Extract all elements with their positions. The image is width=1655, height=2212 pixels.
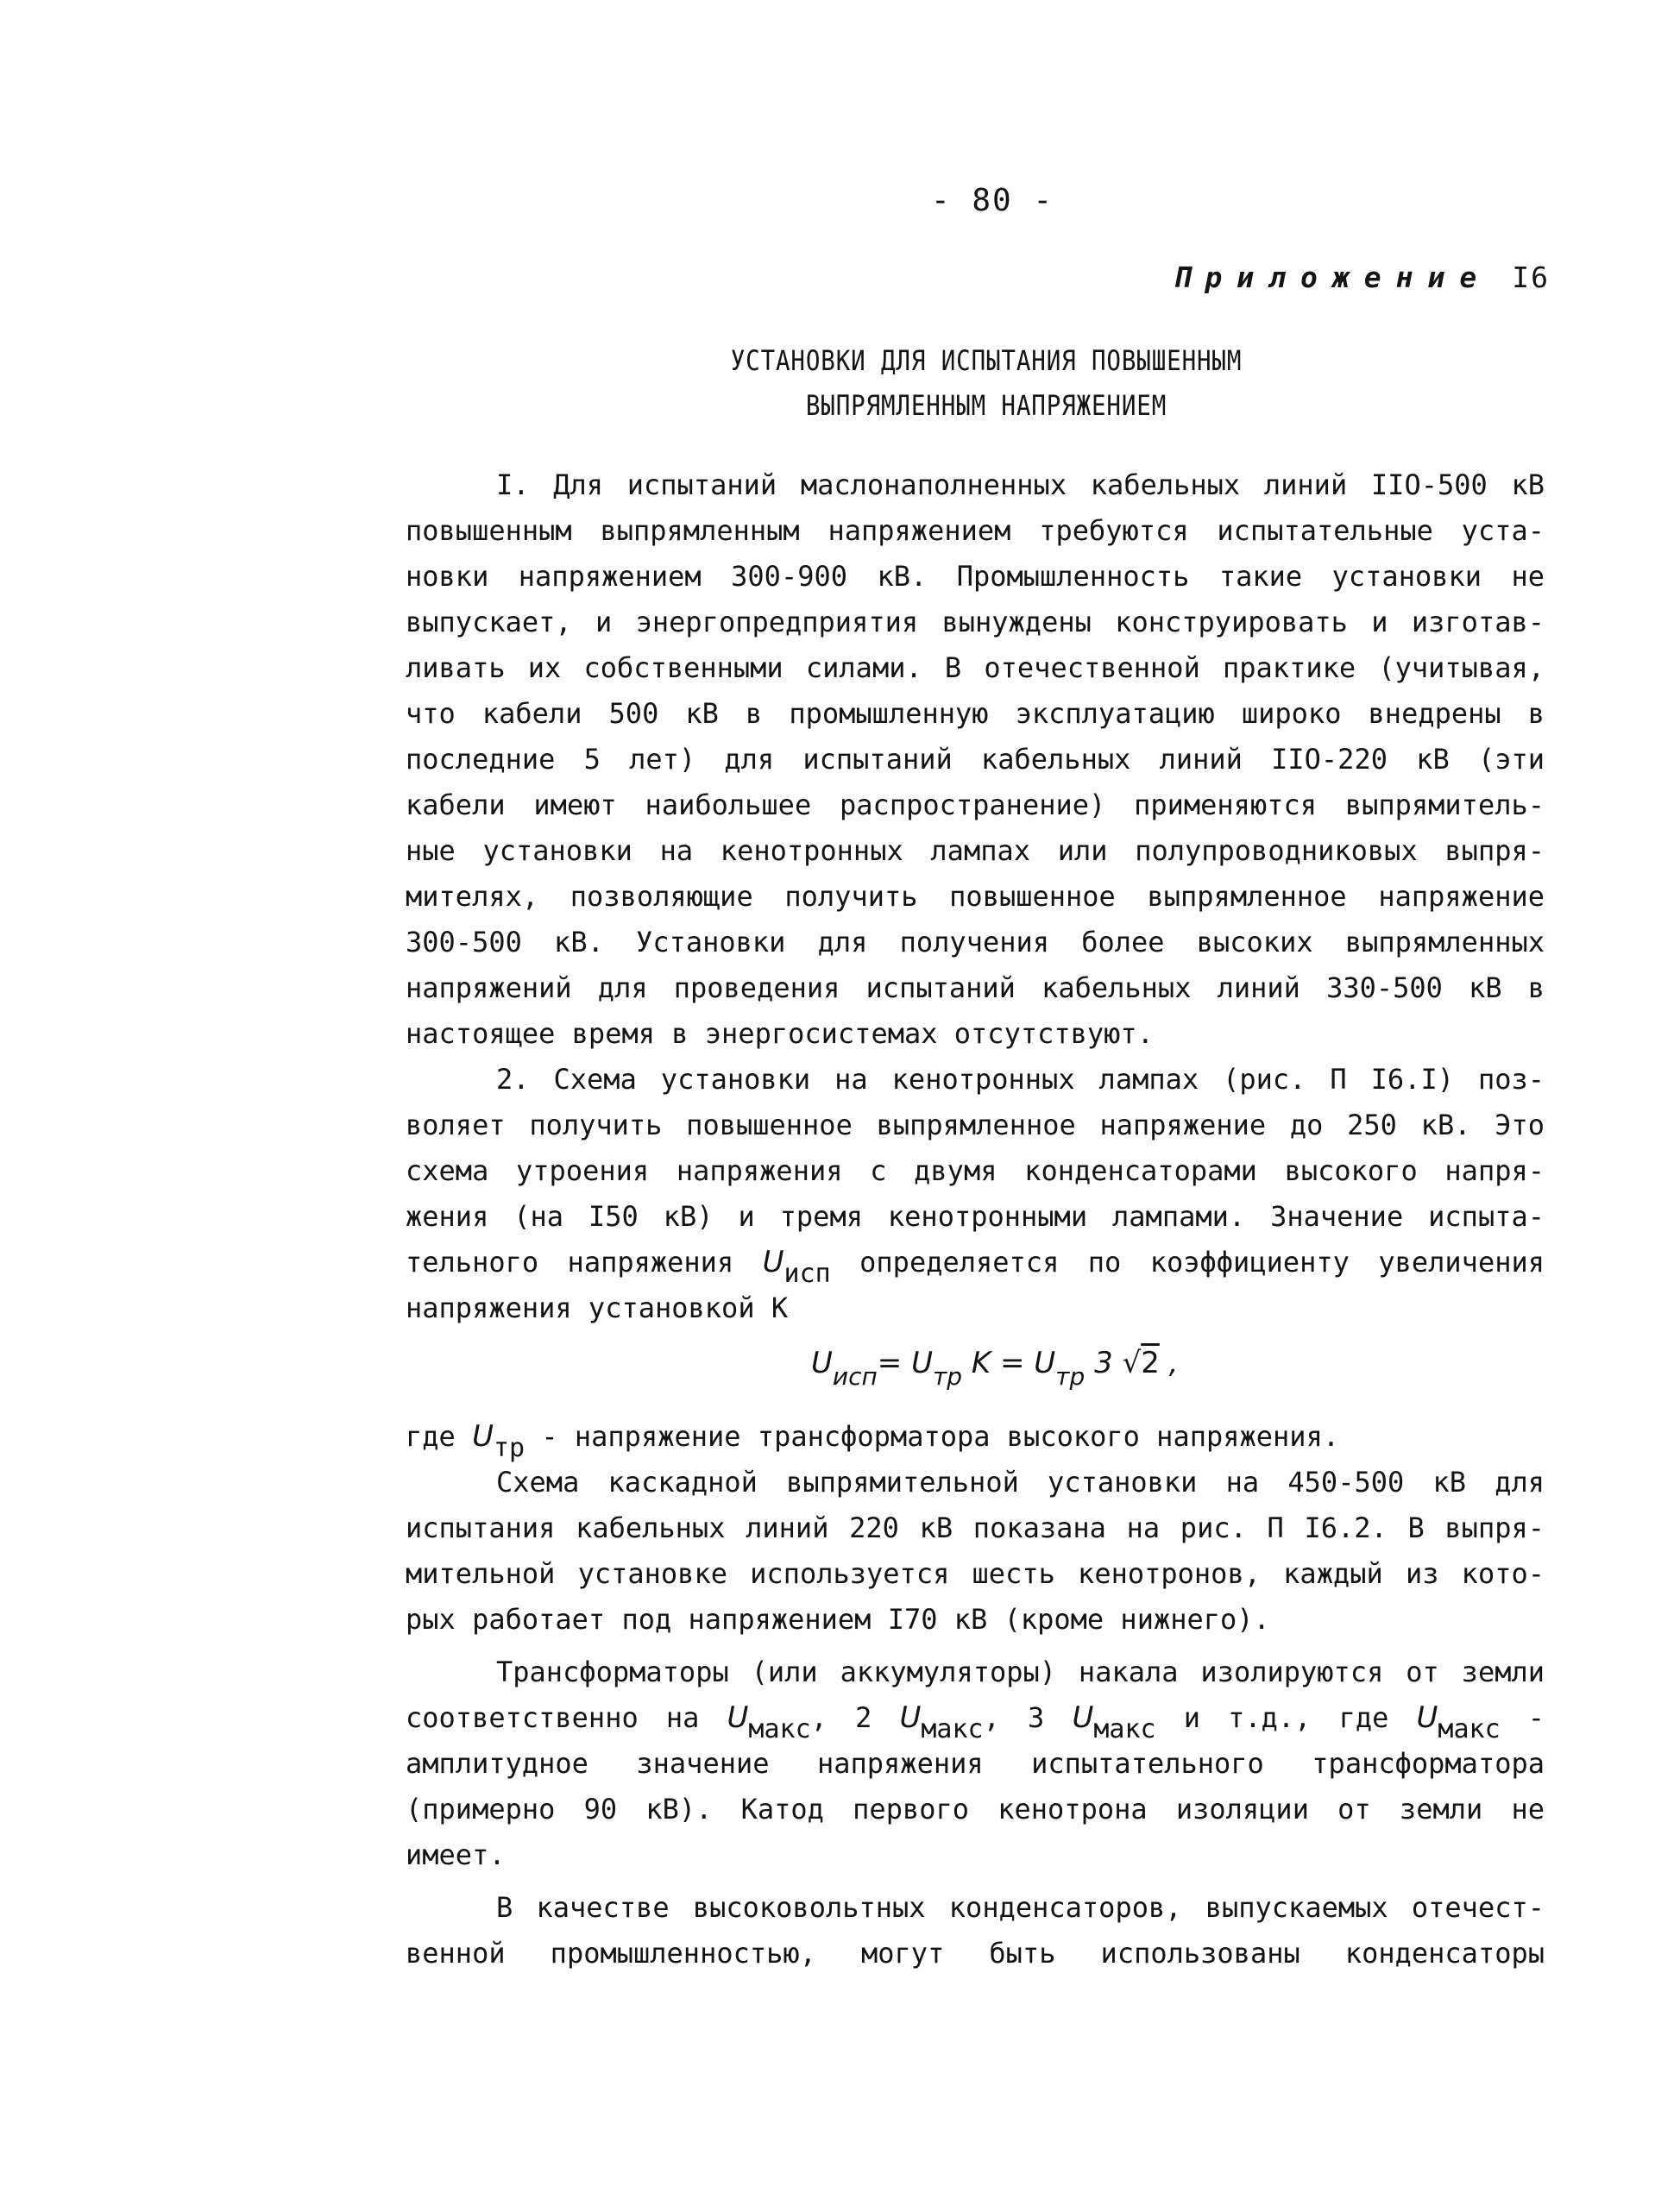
formula-part: = U: [877, 1346, 933, 1380]
variable-u: U: [1416, 1700, 1438, 1735]
text-line: I. Для испытаний маслонаполненных кабельных линий IIO-500 кВ: [496, 468, 1545, 501]
text-line: ные установки на кенотронных лампах или полупроводниковых выпря-: [406, 834, 1545, 867]
subscript: тр: [493, 1433, 525, 1463]
text-line: амплитудное значение напряжения испытательного трансформатора: [406, 1747, 1545, 1780]
subscript: макс: [1438, 1714, 1501, 1744]
text-line-with-variable: [406, 1414, 1545, 1463]
text-fragment: соответственно на: [406, 1701, 727, 1734]
variable-u: U: [1072, 1700, 1094, 1735]
formula-part: K = U: [962, 1346, 1056, 1380]
subscript: макс: [748, 1714, 811, 1744]
text-fragment: где: [406, 1420, 473, 1453]
document-title: [652, 338, 1320, 428]
text-line: настоящее время в энергосистемах отсутствуют.: [406, 1017, 1154, 1050]
text-line: (примерно 90 кВ). Катод первого кенотрона изоляции от земли не: [406, 1793, 1545, 1826]
text-line: 300-500 кВ. Установки для получения более высоких выпрямленных: [406, 926, 1545, 958]
text-line: схема утроения напряжения с двумя конденсаторами высокого напря-: [406, 1154, 1545, 1187]
body-text: [406, 462, 1545, 1976]
formula-part: 3: [1085, 1346, 1123, 1380]
variable-u: U: [727, 1700, 749, 1735]
text-line: что кабели 500 кВ в промышленную эксплуатацию широко внедрены в: [406, 697, 1545, 730]
text-line: напряжения установкой К: [406, 1291, 789, 1324]
text-line-with-variable: [406, 1240, 1545, 1289]
text-line: жения (на I50 кВ) и тремя кенотронными лампами. Значение испыта-: [406, 1200, 1545, 1233]
text-line: ливать их собственными силами. В отечественной практике (учитывая,: [406, 651, 1545, 684]
text-fragment: определяется по коэффициенту увеличения: [830, 1246, 1545, 1279]
text-fragment: и т.д., где: [1155, 1701, 1417, 1734]
text-line: Схема каскадной выпрямительной установки на 450-500 кВ для: [496, 1466, 1545, 1499]
text-fragment: , 2: [810, 1701, 900, 1734]
page-number: - 80 -: [930, 183, 1054, 218]
title-line-1: УСТАНОВКИ ДЛЯ ИСПЫТАНИЯ ПОВЫШЕННЫМ: [730, 344, 1243, 377]
text-line: венной промышленностью, могут быть использованы конденсаторы: [406, 1937, 1545, 1970]
text-line: 2. Схема установки на кенотронных лампах (рис. П I6.I) поз-: [496, 1063, 1545, 1096]
text-line-with-variables: [406, 1695, 1545, 1744]
text-line: имеет.: [406, 1838, 506, 1871]
variable-u: U: [899, 1700, 922, 1735]
formula-part: ,: [1159, 1346, 1179, 1380]
text-fragment: -: [1500, 1701, 1545, 1734]
text-line: В качестве высоковольтных конденсаторов, выпускаемых отечест-: [496, 1891, 1545, 1924]
text-line: кабели имеют наибольшее распространение) применяются выпрямитель-: [406, 789, 1545, 821]
text-line: новки напряжением 300-900 кВ. Промышленность такие установки не: [406, 560, 1545, 593]
formula-subscript: исп: [832, 1362, 878, 1391]
text-line: Трансформаторы (или аккумуляторы) накала изолируются от земли: [496, 1656, 1545, 1688]
subscript: макс: [921, 1714, 984, 1744]
text-line: последние 5 лет) для испытаний кабельных линий IIO-220 кВ (эти: [406, 743, 1545, 776]
text-fragment: - напряжение трансформатора высокого напряжения.: [525, 1420, 1340, 1453]
text-line: рых работает под напряжением I70 кВ (кроме нижнего).: [406, 1603, 1270, 1636]
title-line-2: ВЫПРЯМЛЕННЫМ НАПРЯЖЕНИЕМ: [805, 389, 1167, 422]
text-fragment: , 3: [983, 1701, 1073, 1734]
text-line: испытания кабельных линий 220 кВ показана на рис. П I6.2. В выпря-: [406, 1511, 1545, 1544]
text-line: выпускает, и энергопредприятия вынуждены конструировать и изготав-: [406, 606, 1545, 638]
text-line: повышенным выпрямленным напряжением требуются испытательные уста-: [406, 514, 1545, 547]
formula: [406, 1331, 1545, 1414]
variable-u: U: [472, 1419, 494, 1454]
appendix-label: [1174, 261, 1550, 294]
appendix-number: I6: [1512, 261, 1550, 294]
text-line: напряжений для проведения испытаний кабельных линий 330-500 кВ в: [406, 971, 1545, 1004]
text-line: воляет получить повышенное выпрямленное напряжение до 250 кВ. Это: [406, 1109, 1545, 1141]
subscript: макс: [1093, 1714, 1156, 1744]
text-fragment: тельного напряжения: [406, 1246, 763, 1279]
text-line: мителях, позволяющие получить повышенное выпрямленное напряжение: [406, 880, 1545, 913]
formula-subscript: тр: [932, 1362, 963, 1391]
subscript: исп: [783, 1259, 831, 1289]
sqrt-argument: 2: [1141, 1346, 1160, 1380]
formula-var: U: [811, 1346, 833, 1380]
text-line: мительной установке используется шесть кенотронов, каждый из кото-: [406, 1557, 1545, 1590]
variable-u: U: [762, 1245, 784, 1279]
appendix-word: Приложение: [1173, 261, 1492, 294]
formula-subscript: тр: [1055, 1362, 1086, 1391]
sqrt-symbol: √: [1122, 1346, 1142, 1380]
